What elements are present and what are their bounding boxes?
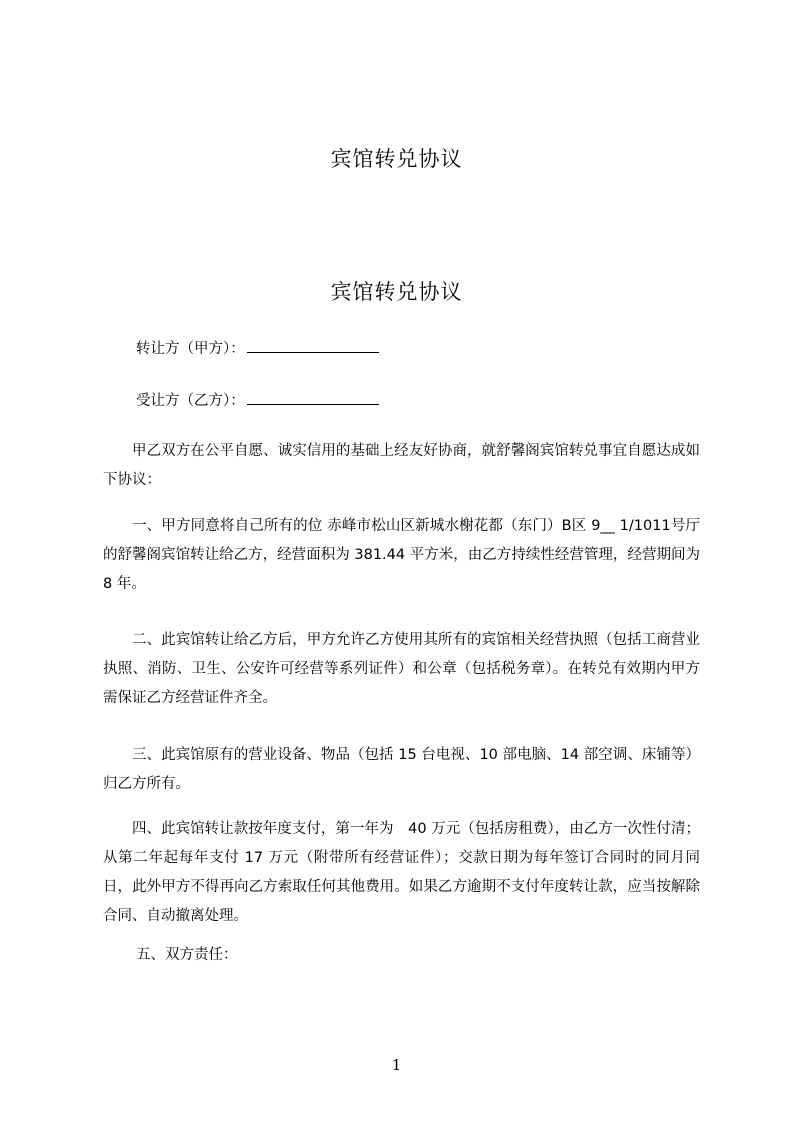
clause-2-paragraph: 二、此宾馆转让给乙方后，甲方允许乙方使用其所有的宾馆相关经营执照（包括工商营业执照、消防、卫生、公安许可经营等系列证件）和公章（包括税务章）。在转兑有效期内甲方需保证乙方经营证件齐全。 xyxy=(103,632,700,706)
clause-5-heading: 五、双方责任： xyxy=(136,947,238,963)
clause-1-paragraph: 一、甲方同意将自己所有的位 赤峰市松山区新城水榭花都（东门）B区 9__ 1/1011号厅的舒馨阁宾馆转让给乙方，经营面积为 381.44 平方米，由乙方持续性经营管理，经营期间为 8 年。 xyxy=(103,518,700,592)
party-b-blank xyxy=(247,390,379,405)
party-b-label: 受让方（乙方）： xyxy=(136,393,245,409)
intro-paragraph: 甲乙双方在公平自愿、诚实信用的基础上经友好协商，就舒馨阁宾馆转兑事宜自愿达成如下协议： xyxy=(103,443,700,488)
party-a-label: 转让方（甲方）： xyxy=(136,341,245,357)
clause-4-paragraph: 四、此宾馆转让款按年度支付，第一年为 40 万元（包括房租费），由乙方一次性付清；从第二年起每年支付 17 万元（附带所有经营证件）；交款日期为每年签订合同时的同月同日，此外甲方不得再向乙方索取任何其他费用。如果乙方逾期不支付年度转让款，应当按解除合同、自动撤离处理。 xyxy=(103,821,700,924)
header-title: 宾馆转兑协议 xyxy=(330,147,463,171)
page-number: 1 xyxy=(391,1056,402,1074)
document-title: 宾馆转兑协议 xyxy=(330,280,463,304)
party-b-line xyxy=(136,390,379,411)
party-a-line xyxy=(136,338,379,359)
clause-3-paragraph: 三、此宾馆原有的营业设备、物品（包括 15 台电视、10 部电脑、14 部空调、床铺等）归乙方所有。 xyxy=(103,747,700,792)
party-a-blank xyxy=(247,338,379,353)
